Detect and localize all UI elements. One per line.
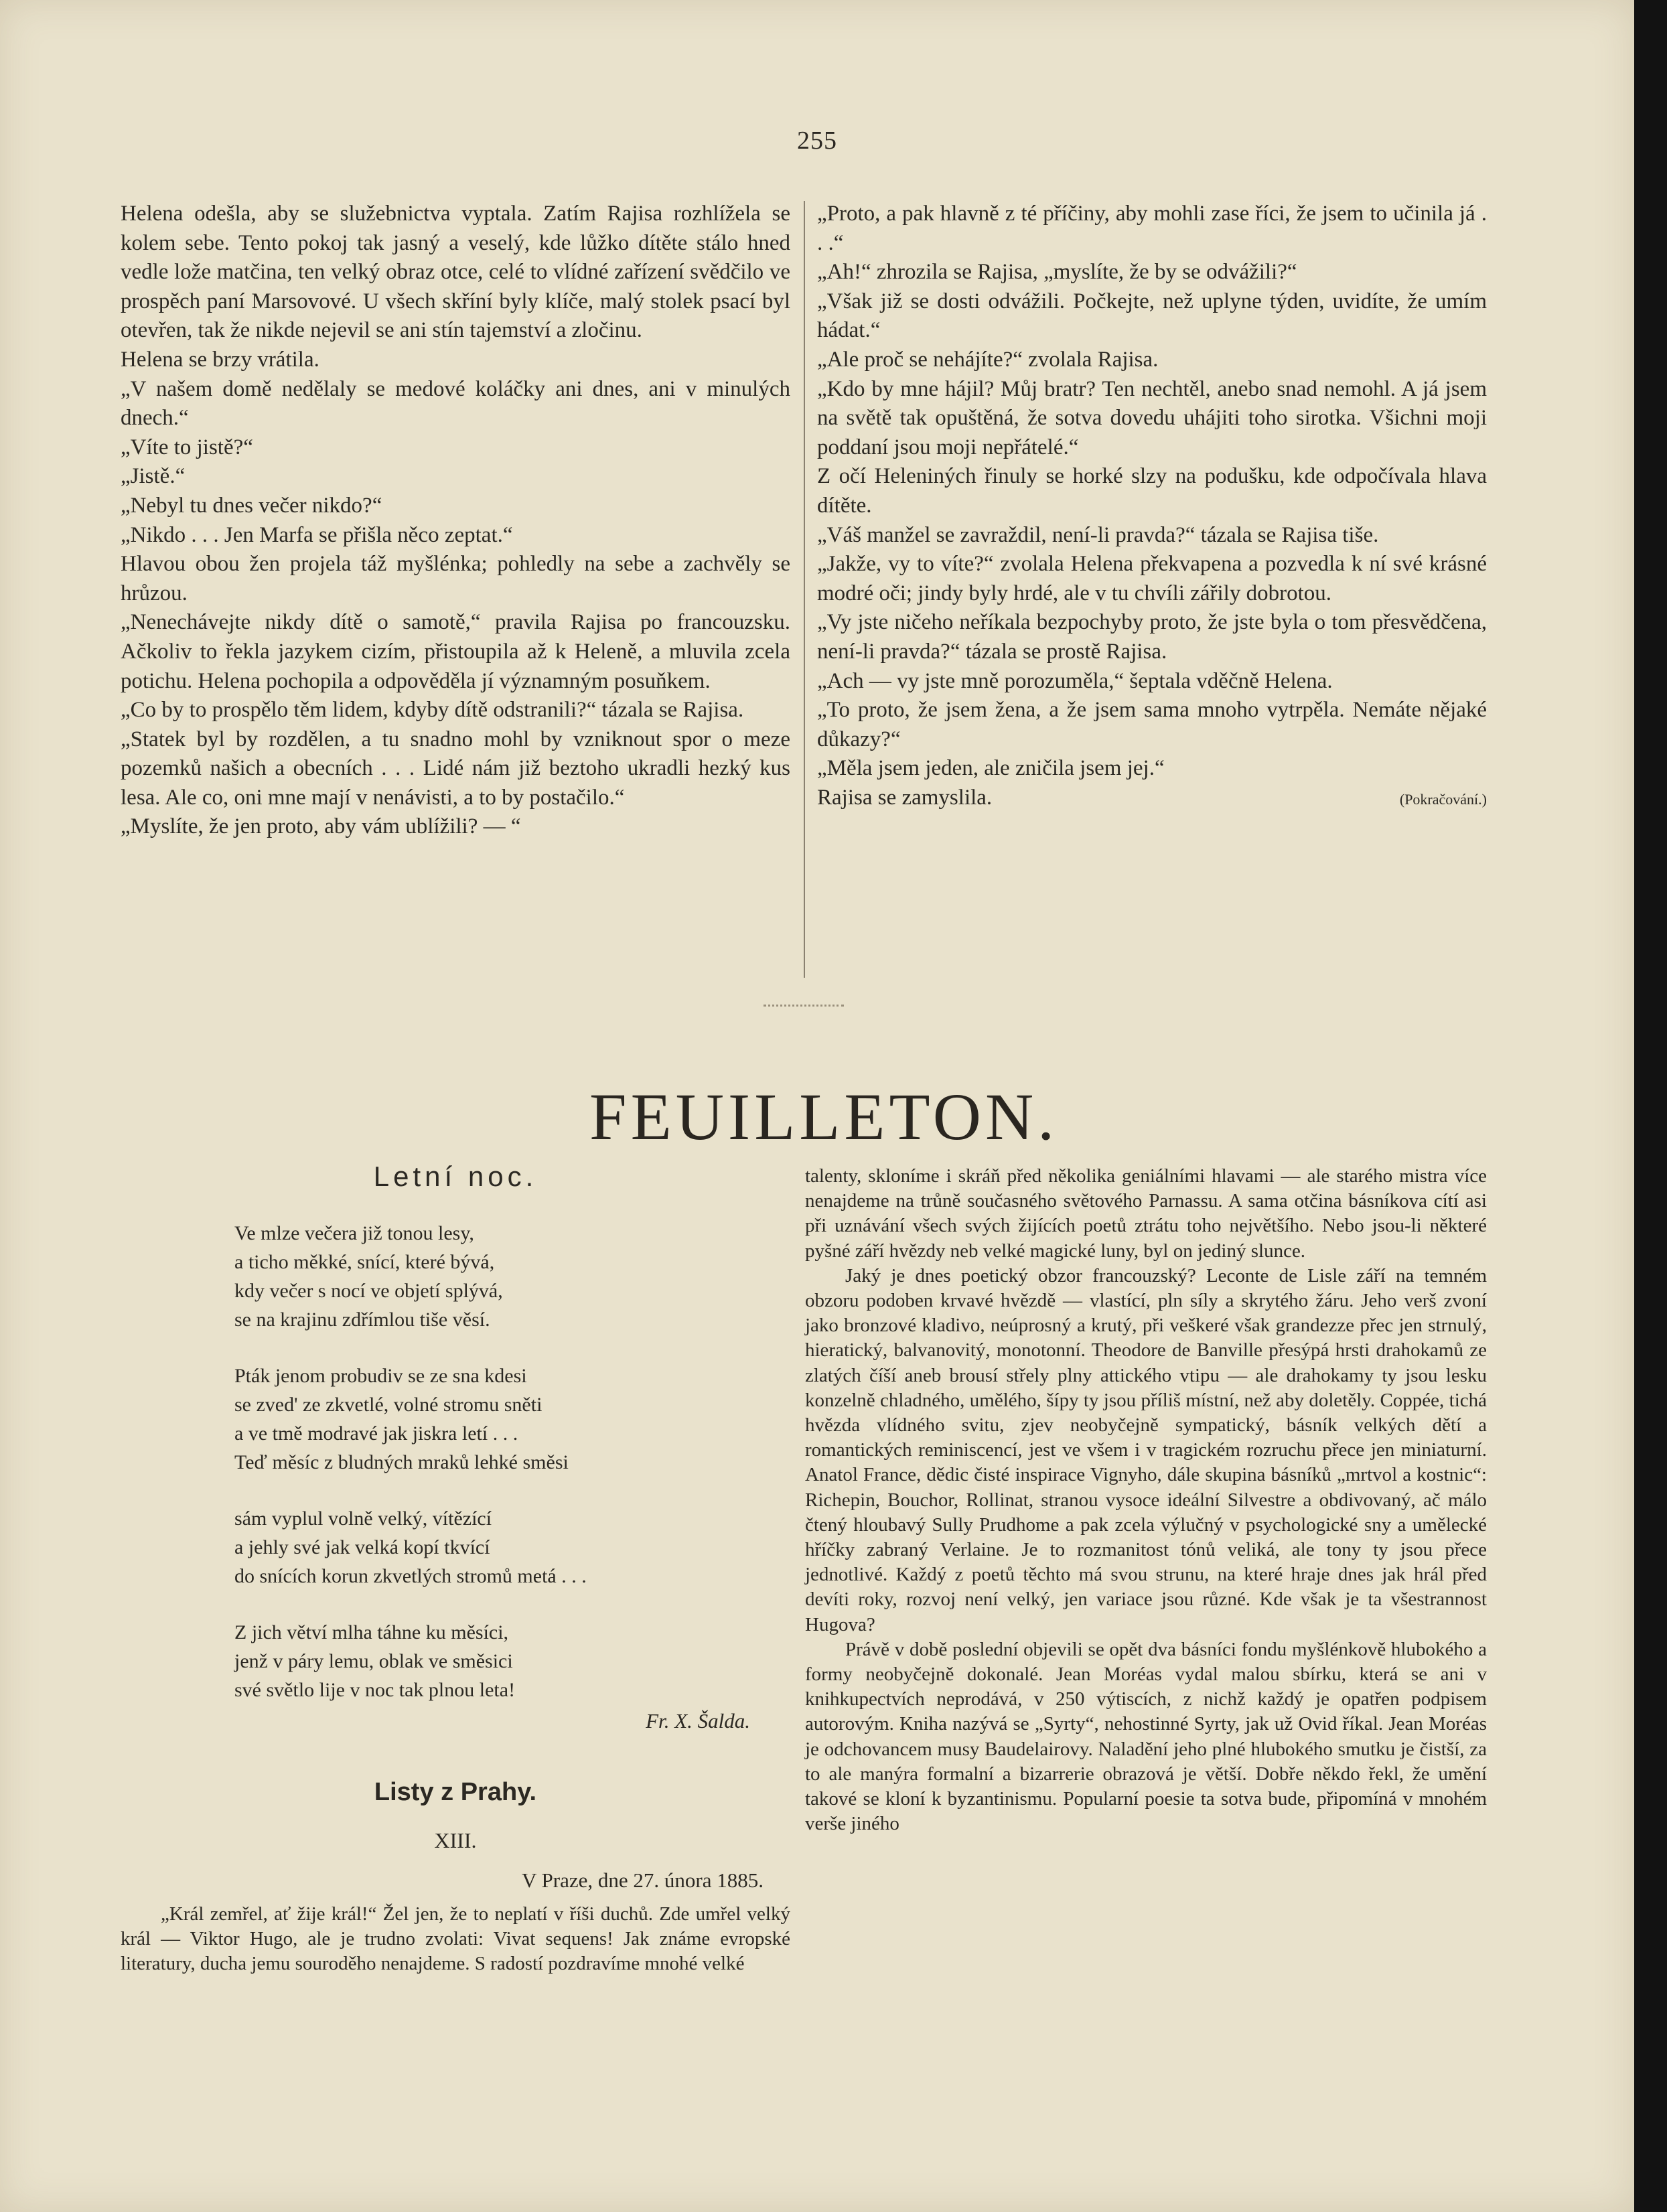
paragraph: „Nebyl tu dnes večer nikdo?“ <box>121 493 382 518</box>
poem <box>234 1219 770 1732</box>
letters-body <box>121 1902 790 1977</box>
poem-line: se zved' ze zkvetlé, volné stromu sněti <box>234 1394 542 1416</box>
column-divider <box>804 201 805 978</box>
poem-line: jenž v páry lemu, oblak ve směsici <box>234 1650 513 1672</box>
paragraph: „Nikdo . . . Jen Marfa se přišla něco zeptat.“ <box>121 522 513 547</box>
paragraph: „Vy jste ničeho neříkala bezpochyby proto, že jste byla o tom přesvědčena, není-li pravda?“ tázala se prostě Rajisa. <box>817 610 1487 664</box>
paragraph: Právě v době poslední objevili se opět dva básníci fondu myšlénkově hlubokého a formy neobyčejně dokonalé. Jean Moréas vydal malou sbírku, která se ani v knihkupectvích neprodává, v 250 výtiscích, z nichž každý je opatřen podpisem autorovým. Kniha nazývá se „Syrty“, nehostinné Syrty, jak už Ovid říkal. Jean Moréas je odchovancem musy Baudelairovy. Naladění jeho plné hlubokého smutku je čistší, za to ale manýra formalní a bizarrerie obrazová je větší. Dobře někdo řekl, že umění takové se kloní k byzantinismu. Popularní poesie ta sotva bude, připomíná v mnohém verše jiného <box>805 1638 1487 1835</box>
paragraph: „Král zemřel, ať žije král!“ Žel jen, že to neplatí v říši duchů. Zde umřel velký král — Viktor Hugo, ale je trudno zvolati: Vivat sequens! Jak známe evropské literatury, ducha jemu souroděho nenajdeme. S radostí pozdravíme mnohé velké <box>121 1903 790 1975</box>
paragraph: Helena se brzy vrátila. <box>121 347 319 372</box>
section-ornament <box>764 1005 844 1012</box>
poem-line: a jehly své jak velká kopí tkvící <box>234 1536 490 1558</box>
paragraph: „V našem domě nedělaly se medové koláčky ani dnes, ani v minulých dnech.“ <box>121 376 790 431</box>
paragraph: „To proto, že jsem žena, a že jsem sama mnoho vytrpěla. Nemáte nějaké důkazy?“ <box>817 698 1487 751</box>
paragraph: „Však již se dosti odvážili. Počkejte, než uplyne týden, uvidíte, že umím hádat.“ <box>817 289 1487 343</box>
poem-line: své světlo lije v noc tak plnou leta! <box>234 1679 516 1701</box>
paragraph: „Myslíte, že jen proto, aby vám ublížili? — “ <box>121 814 521 839</box>
paragraph: talenty, skloníme i skráň před několika geniálními hlavami — ale starého mistra více nenajdeme na trůně současného světového Parnassu. A sama otčina básníkova cítí asi při uznávání všech svých žijících poetů ztrátu toho největšího. Nebo jsou-li některé pyšné září hvězdy neb velké magické luny, byl on jediný slunce. <box>805 1165 1487 1262</box>
paragraph: „Nenechávejte nikdy dítě o samotě,“ pravila Rajisa po francouzsku. Ačkoliv to řekla jazykem cizím, přistoupila až k Heleně, a mluvila zcela potichu. Helena pochopila a odpověděla jí významným posuňkem. <box>121 610 790 693</box>
story-left-column <box>121 200 790 842</box>
paragraph: „Kdo by mne hájil? Můj bratr? Ten nechtěl, anebo snad nemohl. A já jsem na světě tak opuštěná, že sotva dovedu uhájiti toho sirotka. Všichni moji poddaní jsou moji nepřátelé.“ <box>817 376 1487 459</box>
feuilleton-heading: FEUILLETON. <box>589 1080 1059 1154</box>
paragraph: Rajisa se zamyslila. <box>817 785 993 810</box>
paragraph: „Ach — vy jste mně porozuměla,“ šeptala vděčně Helena. <box>817 668 1333 693</box>
poem-line: se na krajinu zdřímlou tiše věsí. <box>234 1309 490 1331</box>
paragraph: „Měla jsem jeden, ale zničila jsem jej.“ <box>817 756 1165 781</box>
poem-author: Fr. X. Šalda. <box>646 1709 750 1732</box>
poem-stanza <box>234 1504 770 1591</box>
paragraph: Hlavou obou žen projela táž myšlénka; pohledly na sebe a zachvěly se hrůzou. <box>121 552 790 605</box>
poem-line: Teď měsíc z bludných mraků lehké směsi <box>234 1451 569 1473</box>
poem-line: sám vyplul volně velký, vítězící <box>234 1507 492 1530</box>
poem-line: Pták jenom probudiv se ze sna kdesi <box>234 1365 527 1387</box>
paragraph: „Jakže, vy to víte?“ zvolala Helena překvapena a pozvedla k ní své krásné modré oči; jindy byly hrdé, ale v tu chvíli zářily dobrotou. <box>817 552 1487 605</box>
paragraph: „Co by to prospělo těm lidem, kdyby dítě odstranili?“ tázala se Rajisa. <box>121 698 744 723</box>
paragraph: „Ale proč se nehájíte?“ zvolala Rajisa. <box>817 347 1159 372</box>
poem-line: do snících korun zkvetlých stromů metá . . . <box>234 1565 587 1587</box>
paragraph: „Víte to jistě?“ <box>121 435 253 459</box>
poem-line: a ticho měkké, snící, které bývá, <box>234 1251 495 1273</box>
poem-stanza <box>234 1219 770 1334</box>
poem-stanza <box>234 1618 770 1704</box>
letters-title: Listy z Prahy. <box>374 1778 537 1806</box>
poem-title: Letní noc. <box>373 1161 538 1192</box>
poem-line: Z jich větví mlha táhne ku měsíci, <box>234 1621 509 1643</box>
letters-dateline: V Praze, dne 27. února 1885. <box>521 1868 764 1892</box>
paragraph: Z očí Heleniných řinuly se horké slzy na podušku, kde odpočívala hlava dítěte. <box>817 464 1487 518</box>
paragraph: „Proto, a pak hlavně z té příčiny, aby mohli zase říci, že jsem to učinila já . . .“ <box>817 202 1487 255</box>
continuation-note: (Pokračování.) <box>1399 790 1487 808</box>
paragraph: Jaký je dnes poetický obzor francouzský? Leconte de Lisle září na temném obzoru podoben krvavé hvězdě — vlastící, pln síly a skrytého žáru. Jeho verš zvoní jako bronzové kladivo, neúprosný a krutý, při veškeré však grandezze přec jen strnulý, hieratický, balvanovitý, monotonní. Theodore de Banville přesýpá hrsti drahokamů ze zlatých číší aneb brousí střely plny attického vtipu — ale drahokamy ty jsou lesku konzelně chladného, umělého, šípy ty jsou příliš místní, než aby doletěly. Coppée, tichá hvězda vlídného svitu, zjev neobyčejně sympatický, básník velkých dětí a romantických reminiscencí, jest ve všem i v tragickém rozruchu přece jen miniaturní. Anatol France, dědic čisté inspirace Vignyho, dále skupina básníků „mrtvol a kostnic“: Richepin, Bouchor, Rollinat, stranou vysoce ideální Silvestre a obdivovaný, ač málo čtený hloubavý Sully Prudhome a pak zcela výlučný v psychologické sny a umělecké hříčky zabraný Verlaine. Je to rozmanitost tónů veliká, ale tony ty jsou přece jednotlivé. Každý z poetů těchto má svou strunu, na které hraje dnes jak hrál před devíti roky, rozvoj není velký, jen variace jsou různé. Kde však je ta všestrannost Hugova? <box>805 1264 1487 1635</box>
paragraph: Helena odešla, aby se služebnictva vyptala. Zatím Rajisa rozhlížela se kolem sebe. Tento pokoj tak jasný a veselý, kde lůžko dítěte stálo hned vedle lože matčina, ten velký obraz otce, celé to vlídné zařízení svědčilo ve prospěch paní Marsovové. U všech skříní byly klíče, malý stolek psací byl otevřen, tak že nikde nejevil se ani stín tajemství a zločinu. <box>121 202 790 343</box>
feuilleton-right-column <box>805 1164 1487 1836</box>
paragraph: „Váš manžel se zavraždil, není-li pravda?“ tázala se Rajisa tiše. <box>817 522 1379 547</box>
page-number: 255 <box>797 127 837 155</box>
poem-line: a ve tmě modravé jak jiskra letí . . . <box>234 1422 518 1445</box>
poem-line: Ve mlze večera již tonou lesy, <box>234 1222 474 1244</box>
closing-line <box>817 784 1487 813</box>
story-right-column <box>817 200 1487 812</box>
paragraph: „Statek byl by rozdělen, a tu snadno mohl by vzniknout spor o meze pozemků našich a obecních . . . Lidé nám již beztoho ukradli hezký kus lesa. Ale co, oni mne mají v nenávisti, a to by postačilo.“ <box>121 727 790 810</box>
poem-line: kdy večer s nocí ve objetí splývá, <box>234 1280 503 1302</box>
letters-number: XIII. <box>434 1828 477 1852</box>
poem-stanza <box>234 1361 770 1477</box>
paragraph: „Jistě.“ <box>121 464 186 489</box>
paragraph: „Ah!“ zhrozila se Rajisa, „myslíte, že by se odvážili?“ <box>817 260 1297 285</box>
